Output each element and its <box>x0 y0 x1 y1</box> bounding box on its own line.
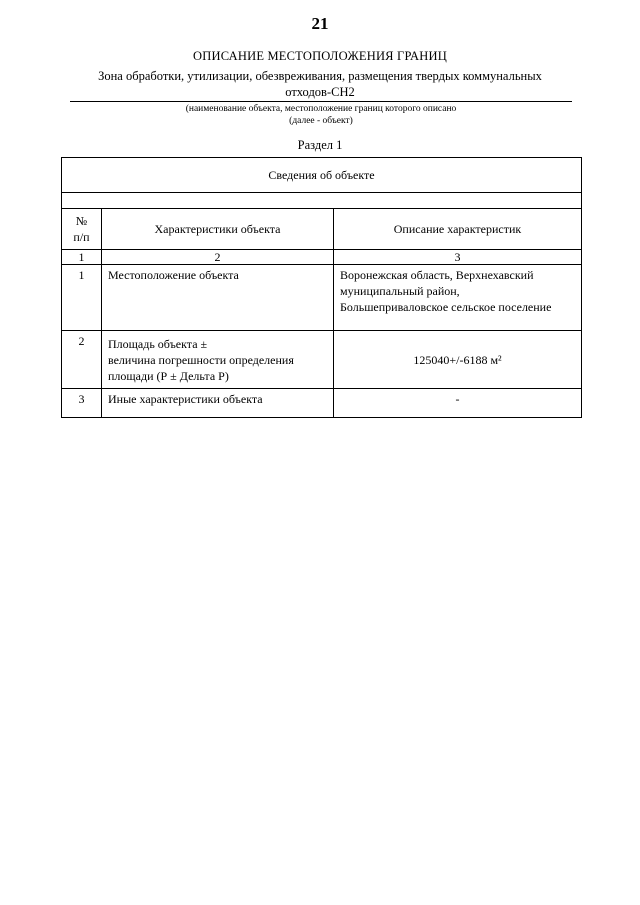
object-name <box>70 68 570 100</box>
row-num: 3 <box>62 389 102 418</box>
row-description: Воронежская область, Верхнехавский муниципальный район, Большеприваловское сельское поселение <box>334 265 582 331</box>
row-description: - <box>334 389 582 418</box>
table-title-row <box>62 158 582 193</box>
index-cell-3: 3 <box>334 250 582 265</box>
section-label: Раздел 1 <box>297 138 343 152</box>
caption-line-1: (наименование объекта, местоположение границ которого описано <box>185 104 457 114</box>
row-characteristic: Иные характеристики объекта <box>102 389 334 418</box>
table-header-row <box>62 209 582 250</box>
table-row <box>62 389 582 418</box>
table-title: Сведения об объекте <box>62 158 582 193</box>
object-name-caption <box>70 103 572 127</box>
row-description: 125040+/-6188 м² <box>334 331 582 389</box>
header-description: Описание характеристик <box>334 209 582 250</box>
object-name-line-1: Зона обработки, утилизации, обезвреживания, размещения твердых коммунальных <box>98 69 542 83</box>
row-characteristic: Площадь объекта ± величина погрешности определения площади (Р ± Дельта Р) <box>102 331 334 389</box>
table-spacer-row <box>62 193 582 209</box>
index-cell-1: 1 <box>62 250 102 265</box>
caption-line-2: (далее - объект) <box>289 116 353 126</box>
table-row <box>62 331 582 389</box>
row-characteristic: Местоположение объекта <box>102 265 334 331</box>
header-num <box>62 209 102 250</box>
header-characteristics: Характеристики объекта <box>102 209 334 250</box>
object-info-table <box>61 157 582 418</box>
header-num-line-1: № <box>75 214 88 228</box>
index-cell-2: 2 <box>102 250 334 265</box>
document-title: ОПИСАНИЕ МЕСТОПОЛОЖЕНИЯ ГРАНИЦ <box>193 49 447 63</box>
object-name-line-2: отходов-СН2 <box>285 85 355 99</box>
table-row <box>62 265 582 331</box>
object-name-underline <box>70 101 572 102</box>
page-number: 21 <box>311 14 329 33</box>
row-num: 2 <box>62 331 102 389</box>
row-num: 1 <box>62 265 102 331</box>
table-spacer-cell <box>62 193 582 209</box>
header-num-line-2: п/п <box>73 230 90 244</box>
table-index-row <box>62 250 582 265</box>
